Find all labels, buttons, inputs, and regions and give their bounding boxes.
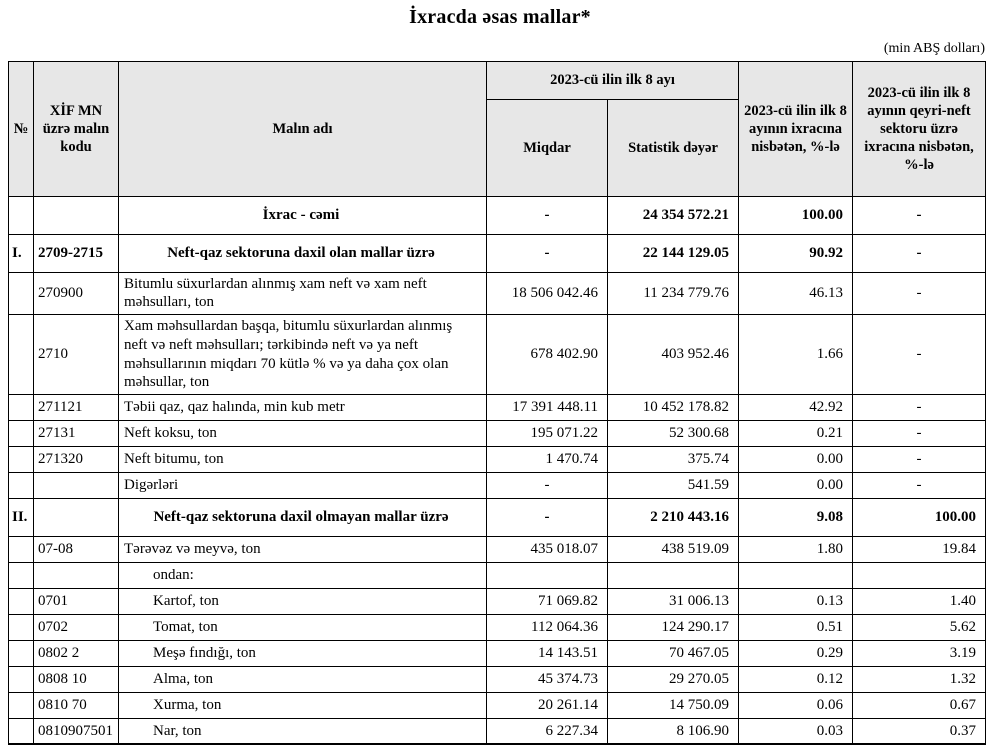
cell-nonoil: - <box>853 234 986 272</box>
cell-name: Tomat, ton <box>119 614 487 640</box>
header-share-nonoil: 2023-cü ilin ilk 8 ayının qeyri-neft sektoru üzrə ixracına nisbətən, %-lə <box>853 62 986 197</box>
cell-code <box>34 499 119 537</box>
cell-nonoil: 3.19 <box>853 640 986 666</box>
cell-name: İxrac - cəmi <box>119 197 487 235</box>
cell-nonoil: - <box>853 395 986 421</box>
cell-name: Nar, ton <box>119 718 487 744</box>
cell-share: 0.03 <box>739 718 853 744</box>
table-row <box>9 718 986 744</box>
cell-share: 1.66 <box>739 315 853 395</box>
cell-share: 0.21 <box>739 421 853 447</box>
cell-share: 1.80 <box>739 536 853 562</box>
cell-nonoil: 5.62 <box>853 614 986 640</box>
cell-share: 100.00 <box>739 197 853 235</box>
cell-qty: 45 374.73 <box>487 666 608 692</box>
table-row <box>9 421 986 447</box>
cell-code: 2709-2715 <box>34 234 119 272</box>
cell-name: Kartof, ton <box>119 588 487 614</box>
cell-share: 0.06 <box>739 692 853 718</box>
cell-share: 0.51 <box>739 614 853 640</box>
cell-name: Təbii qaz, qaz halında, min kub metr <box>119 395 487 421</box>
table-body <box>9 197 986 745</box>
table-row <box>9 499 986 537</box>
cell-share: 9.08 <box>739 499 853 537</box>
cell-qty: 678 402.90 <box>487 315 608 395</box>
cell-code <box>34 197 119 235</box>
cell-qty: 71 069.82 <box>487 588 608 614</box>
cell-code: 0702 <box>34 614 119 640</box>
cell-code <box>34 562 119 588</box>
table-row <box>9 614 986 640</box>
cell-no <box>9 536 34 562</box>
table-row <box>9 197 986 235</box>
table-row <box>9 536 986 562</box>
header-name: Malın adı <box>119 62 487 197</box>
cell-name: ondan: <box>119 562 487 588</box>
cell-value: 52 300.68 <box>608 421 739 447</box>
cell-name: Xam məhsullardan başqa, bitumlu süxurlardan alınmış neft və neft məhsulları; tərkibində neft və ya neft məhsullarının miqdarı 70 kütlə % və ya daha çox olan məhsullar, ton <box>119 315 487 395</box>
header-qty: Miqdar <box>487 100 608 197</box>
cell-value: 403 952.46 <box>608 315 739 395</box>
cell-code <box>34 473 119 499</box>
cell-nonoil <box>853 562 986 588</box>
cell-code: 270900 <box>34 272 119 315</box>
cell-no <box>9 562 34 588</box>
cell-no: II. <box>9 499 34 537</box>
cell-value: 24 354 572.21 <box>608 197 739 235</box>
cell-no <box>9 447 34 473</box>
table-header <box>9 62 986 197</box>
table-row <box>9 666 986 692</box>
cell-share: 0.29 <box>739 640 853 666</box>
cell-nonoil: - <box>853 421 986 447</box>
unit-note: (min ABŞ dolları) <box>883 41 985 56</box>
cell-qty: 17 391 448.11 <box>487 395 608 421</box>
cell-code: 0802 2 <box>34 640 119 666</box>
table-row <box>9 692 986 718</box>
cell-name: Meşə fındığı, ton <box>119 640 487 666</box>
cell-share <box>739 562 853 588</box>
header-period-group: 2023-cü ilin ilk 8 ayı <box>487 62 739 100</box>
cell-nonoil: - <box>853 447 986 473</box>
cell-value: 438 519.09 <box>608 536 739 562</box>
cell-no <box>9 395 34 421</box>
cell-no <box>9 272 34 315</box>
cell-name: Neft-qaz sektoruna daxil olan mallar üzrə <box>119 234 487 272</box>
cell-nonoil: 1.40 <box>853 588 986 614</box>
cell-no <box>9 614 34 640</box>
cell-qty: 195 071.22 <box>487 421 608 447</box>
cell-no <box>9 640 34 666</box>
header-value: Statistik dəyər <box>608 100 739 197</box>
cell-code: 0701 <box>34 588 119 614</box>
table-row <box>9 640 986 666</box>
cell-no <box>9 666 34 692</box>
cell-name: Bitumlu süxurlardan alınmış xam neft və xam neft məhsulları, ton <box>119 272 487 315</box>
cell-nonoil: 100.00 <box>853 499 986 537</box>
table-row <box>9 234 986 272</box>
cell-name: Alma, ton <box>119 666 487 692</box>
cell-qty: 6 227.34 <box>487 718 608 744</box>
cell-qty: 435 018.07 <box>487 536 608 562</box>
header-share-total: 2023-cü ilin ilk 8 ayının ixracına nisbətən, %-lə <box>739 62 853 197</box>
cell-code: 271320 <box>34 447 119 473</box>
table-row <box>9 473 986 499</box>
table-row <box>9 395 986 421</box>
cell-no <box>9 421 34 447</box>
cell-qty: - <box>487 499 608 537</box>
cell-nonoil: 0.37 <box>853 718 986 744</box>
cell-name: Xurma, ton <box>119 692 487 718</box>
cell-qty: - <box>487 197 608 235</box>
cell-value: 375.74 <box>608 447 739 473</box>
cell-no <box>9 473 34 499</box>
cell-nonoil: 0.67 <box>853 692 986 718</box>
cell-value: 29 270.05 <box>608 666 739 692</box>
cell-qty: 112 064.36 <box>487 614 608 640</box>
cell-code: 0810 70 <box>34 692 119 718</box>
cell-qty <box>487 562 608 588</box>
cell-qty: 20 261.14 <box>487 692 608 718</box>
table-row <box>9 588 986 614</box>
cell-value: 124 290.17 <box>608 614 739 640</box>
cell-name: Neft-qaz sektoruna daxil olmayan mallar üzrə <box>119 499 487 537</box>
cell-share: 0.13 <box>739 588 853 614</box>
table-row <box>9 272 986 315</box>
cell-name: Digərləri <box>119 473 487 499</box>
cell-value: 31 006.13 <box>608 588 739 614</box>
cell-value: 11 234 779.76 <box>608 272 739 315</box>
cell-qty: - <box>487 234 608 272</box>
cell-nonoil: - <box>853 473 986 499</box>
cell-nonoil: - <box>853 197 986 235</box>
cell-qty: 18 506 042.46 <box>487 272 608 315</box>
cell-no <box>9 315 34 395</box>
cell-code: 2710 <box>34 315 119 395</box>
cell-code: 07-08 <box>34 536 119 562</box>
cell-code: 0810907501 <box>34 718 119 744</box>
cell-name: Neft bitumu, ton <box>119 447 487 473</box>
cell-code: 0808 10 <box>34 666 119 692</box>
cell-name: Neft koksu, ton <box>119 421 487 447</box>
cell-share: 42.92 <box>739 395 853 421</box>
cell-value <box>608 562 739 588</box>
cell-share: 0.00 <box>739 447 853 473</box>
cell-no: I. <box>9 234 34 272</box>
cell-share: 0.12 <box>739 666 853 692</box>
cell-value: 14 750.09 <box>608 692 739 718</box>
export-goods-table <box>8 61 986 745</box>
cell-name: Tərəvəz və meyvə, ton <box>119 536 487 562</box>
table-row <box>9 315 986 395</box>
cell-nonoil: 1.32 <box>853 666 986 692</box>
cell-no <box>9 197 34 235</box>
cell-share: 0.00 <box>739 473 853 499</box>
header-no: № <box>9 62 34 197</box>
cell-share: 90.92 <box>739 234 853 272</box>
cell-value: 8 106.90 <box>608 718 739 744</box>
cell-value: 10 452 178.82 <box>608 395 739 421</box>
cell-value: 541.59 <box>608 473 739 499</box>
cell-value: 2 210 443.16 <box>608 499 739 537</box>
cell-nonoil: - <box>853 272 986 315</box>
cell-share: 46.13 <box>739 272 853 315</box>
page-title: İxracda əsas mallar* <box>409 6 591 28</box>
table-row <box>9 447 986 473</box>
cell-nonoil: - <box>853 315 986 395</box>
cell-qty: 1 470.74 <box>487 447 608 473</box>
cell-value: 22 144 129.05 <box>608 234 739 272</box>
cell-code: 27131 <box>34 421 119 447</box>
cell-no <box>9 588 34 614</box>
cell-no <box>9 718 34 744</box>
cell-qty: - <box>487 473 608 499</box>
cell-value: 70 467.05 <box>608 640 739 666</box>
cell-no <box>9 692 34 718</box>
cell-nonoil: 19.84 <box>853 536 986 562</box>
table-row <box>9 562 986 588</box>
cell-code: 271121 <box>34 395 119 421</box>
cell-qty: 14 143.51 <box>487 640 608 666</box>
header-code: XİF MN üzrə malın kodu <box>34 62 119 197</box>
